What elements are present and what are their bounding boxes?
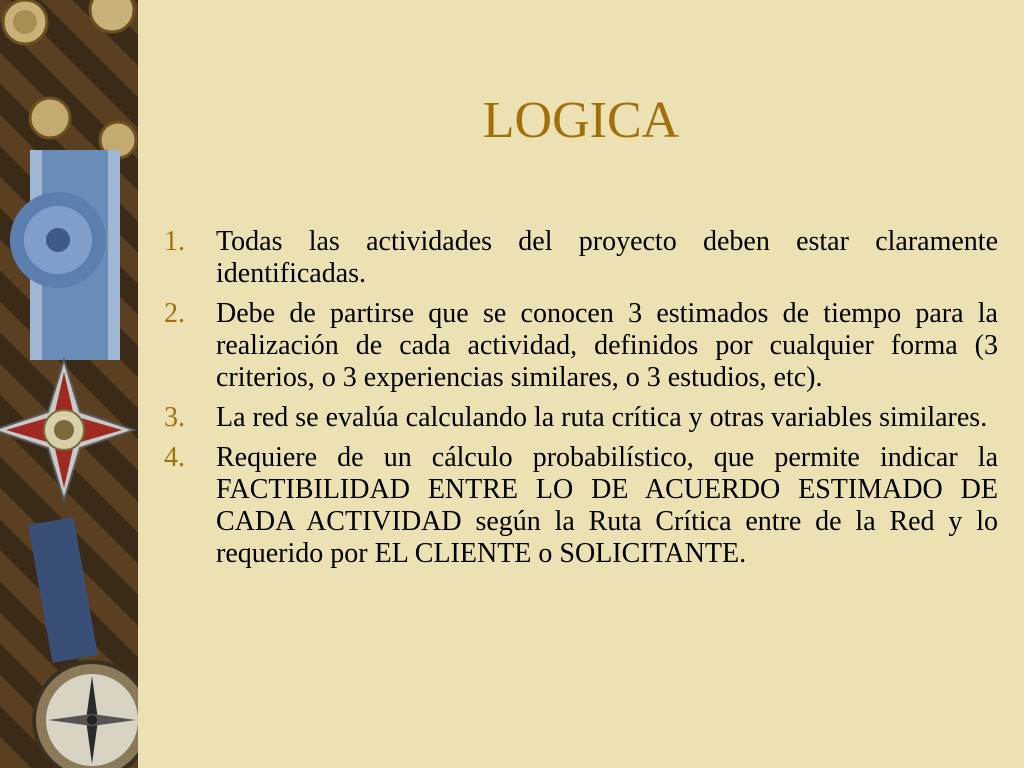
- list-item-number: 3.: [164, 402, 185, 433]
- list-item: [164, 298, 998, 394]
- list-item-text: Requiere de un cálculo probabilístico, que permite indicar la FACTIBILIDAD ENTRE LO DE ACUERDO ESTIMADO DE CADA ACTIVIDAD según la Ruta Crítica entre de la Red y lo requerido por EL CLIENTE o SOLICITANTE.: [216, 442, 998, 569]
- list-item-text: La red se evalúa calculando la ruta crítica y otras variables similares.: [216, 402, 988, 433]
- list-item-text: Todas las actividades del proyecto deben estar claramente identificadas.: [216, 226, 998, 289]
- list-item-number: 2.: [164, 298, 185, 329]
- slide-title: LOGICA: [482, 92, 680, 149]
- medal-and-compass-image: [0, 0, 138, 768]
- list-item-number: 4.: [164, 442, 185, 473]
- list-item: [164, 226, 998, 290]
- list-item-text: Debe de partirse que se conocen 3 estimados de tiempo para la realización de cada actividad, definidos por cualquier forma (3 criterios, o 3 experiencias similares, o 3 estudios, etc).: [216, 298, 998, 393]
- numbered-list: [164, 226, 998, 578]
- list-item: [164, 402, 998, 434]
- list-item-number: 1.: [164, 226, 185, 257]
- list-item: [164, 442, 998, 570]
